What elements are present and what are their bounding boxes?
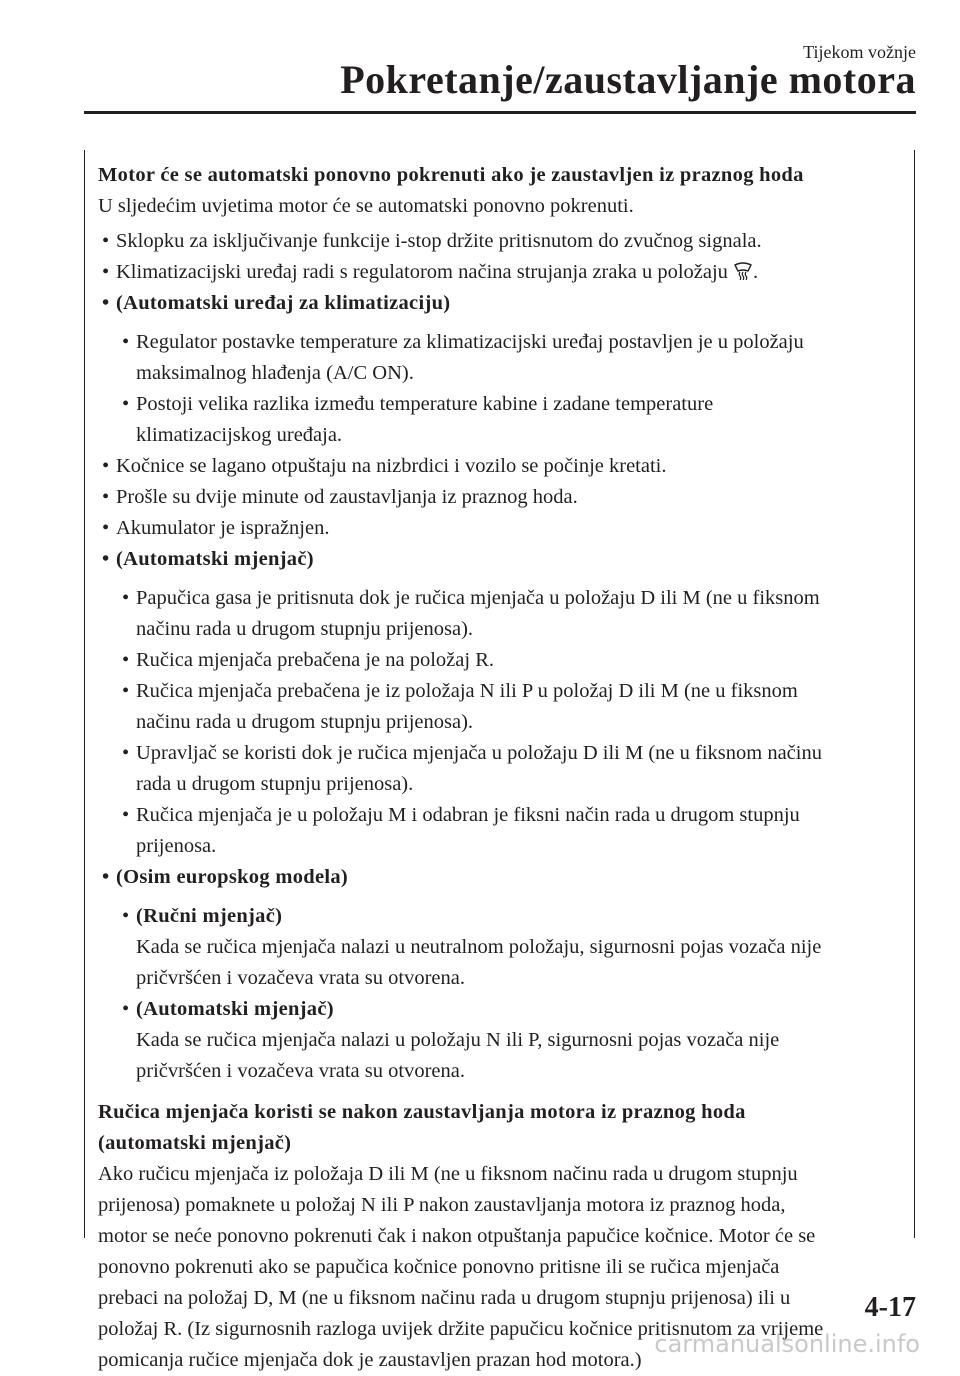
bullet: •: [122, 680, 130, 702]
sub-list-item: • (Ručni mjenjač) Kada se ručica mjenjača nalazi u neutralnom položaju, sigurnosni pojas vozača nije pričvršćen i vozačeva vrata su otvorena.: [118, 901, 898, 994]
bullet: •: [102, 230, 110, 252]
sub-list-item: • Ručica mjenjača prebačena je na položaj R.: [118, 645, 898, 676]
sub-list-item: • Regulator postavke temperature za klimatizacijski uređaj postavljen je u položaju maksimalnog hlađenja (A/C ON).: [118, 327, 898, 389]
header-rule: [84, 111, 916, 114]
bullet: •: [122, 393, 130, 415]
main-content: [98, 160, 898, 1376]
list-item: • Akumulator je ispražnjen.: [98, 513, 898, 544]
bullet: •: [122, 998, 130, 1020]
section-heading: Motor će se automatski ponovno pokrenuti ako je zaustavljen iz praznog hoda: [98, 164, 804, 186]
sub-list-item: • Papučica gasa je pritisnuta dok je ručica mjenjača u položaju D ili M (ne u fiksnom načinu rada u drugom stupnju prijenosa).: [118, 583, 898, 645]
left-margin-line: [84, 150, 85, 1238]
page-number: 4-17: [864, 1292, 916, 1323]
bullet: •: [102, 548, 110, 570]
bullet: •: [122, 804, 130, 826]
intro-paragraph: U sljedećim uvjetima motor će se automatski ponovno pokrenuti.: [98, 195, 634, 217]
sub-list-item: • Postoji velika razlika između temperature kabine i zadane temperature klimatizacijskog uređaja.: [118, 389, 898, 451]
list-item: • (Automatski mjenjač): [98, 544, 898, 575]
body-paragraph: Ako ručicu mjenjača iz položaja D ili M (ne u fiksnom načinu rada u drugom stupnju prijenosa) pomaknete u položaj N ili P nakon zaustavljanja motora iz praznog hoda, motor se neće ponovno pokrenuti čak i nakon otpuštanja papučice kočnice. Motor će se ponovno pokrenuti ako se papučica kočnice ponovno pritisne ili se ručica mjenjača prebaci na položaj D, M (ne u fiksnom načinu rada u drugom stupnju prijenosa) ili u položaj R. (Iz sigurnosnih razloga uvijek držite papučicu kočnice pritisnutom za vrijeme pomicanja ručice mjenjača dok je zaustavljen prazan hod motora.): [98, 1163, 824, 1371]
bullet: •: [122, 331, 130, 353]
bullet: •: [102, 866, 110, 888]
list-item: • Prošle su dvije minute od zaustavljanja iz praznog hoda.: [98, 482, 898, 513]
list-item: • Kočnice se lagano otpuštaju na nizbrdici i vozilo se počinje kretati.: [98, 451, 898, 482]
list-item: • (Osim europskog modela): [98, 862, 898, 893]
bullet: •: [102, 517, 110, 539]
bullet: •: [102, 292, 110, 314]
watermark: carmanualsonline.info: [654, 1330, 920, 1358]
sub-list-item: • Upravljač se koristi dok je ručica mjenjača u položaju D ili M (ne u fiksnom načinu rada u drugom stupnju prijenosa).: [118, 738, 898, 800]
windshield-defroster-icon: [733, 262, 753, 280]
sub-list-item: • Ručica mjenjača prebačena je iz položaja N ili P u položaj D ili M (ne u fiksnom načinu rada u drugom stupnju prijenosa).: [118, 676, 898, 738]
list-item: • (Automatski uređaj za klimatizaciju): [98, 288, 898, 319]
bullet: •: [122, 649, 130, 671]
bullet: •: [102, 261, 110, 283]
sub-list-item: • (Automatski mjenjač) Kada se ručica mjenjača nalazi u položaju N ili P, sigurnosni pojas vozača nije pričvršćen i vozačeva vrata su otvorena.: [118, 994, 898, 1087]
bullet: •: [102, 455, 110, 477]
bullet: •: [122, 587, 130, 609]
bullet: •: [102, 486, 110, 508]
section-heading: Ručica mjenjača koristi se nakon zaustavljanja motora iz praznog hoda (automatski mjenjač): [98, 1101, 746, 1154]
bullet: •: [122, 905, 130, 927]
page-title: Pokretanje/zaustavljanje motora: [340, 57, 916, 102]
sub-list-item: • Ručica mjenjača je u položaju M i odabran je fiksni način rada u drugom stupnju prijenosa.: [118, 800, 898, 862]
list-item: • Klimatizacijski uređaj radi s regulatorom načina strujanja zraka u položaju .: [98, 257, 898, 288]
bullet: •: [122, 742, 130, 764]
right-margin-line: [914, 150, 915, 1238]
header-section-label: Tijekom vožnje: [803, 42, 916, 62]
list-item: • Sklopku za isključivanje funkcije i-stop držite pritisnutom do zvučnog signala.: [98, 226, 898, 257]
